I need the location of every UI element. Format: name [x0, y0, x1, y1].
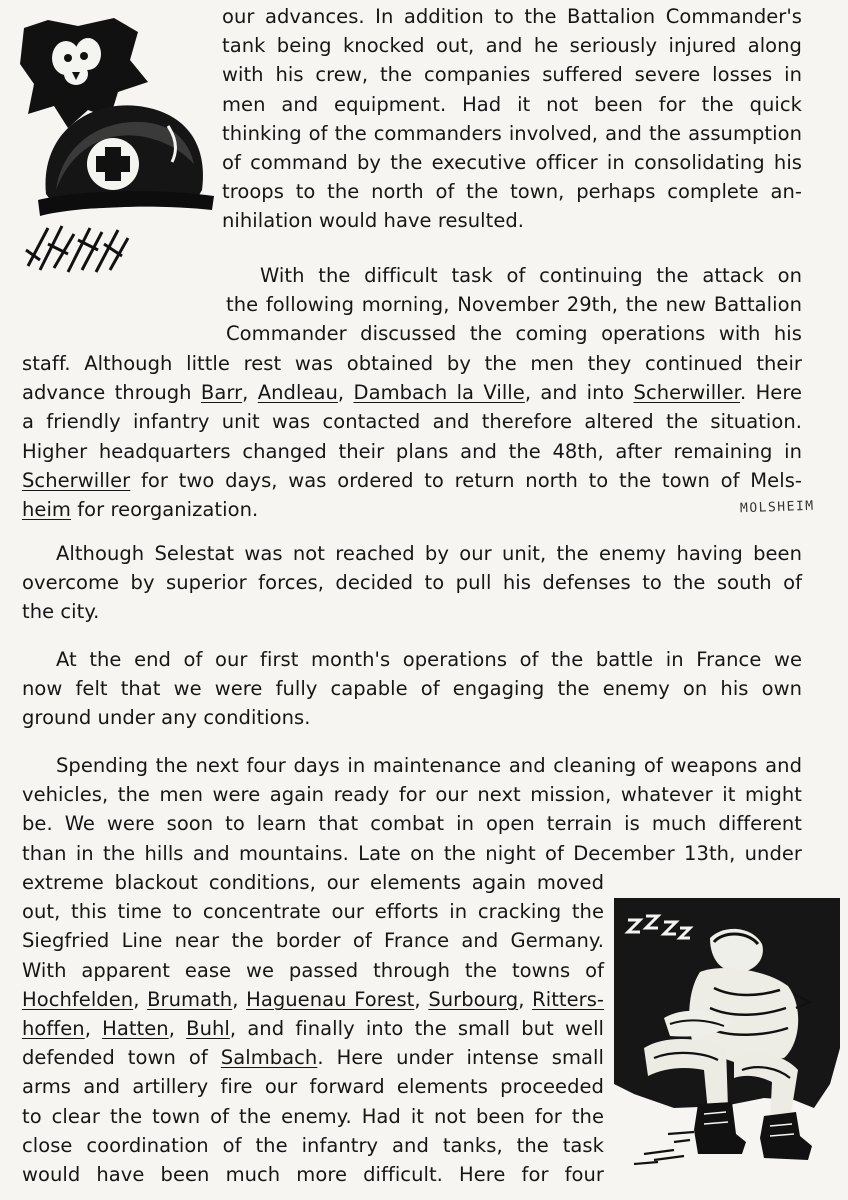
place-name: Hochfelden: [22, 987, 134, 1011]
paragraph-3: [22, 539, 802, 627]
text-line: ground under any conditions.: [22, 706, 311, 730]
text-line: [22, 1043, 604, 1072]
paragraph-5-bottom: [22, 868, 604, 1189]
text-run: ,: [242, 381, 258, 405]
text-line: nihilation would have resulted.: [222, 209, 525, 233]
place-name: Hatten: [102, 1017, 169, 1041]
text-line: Siegfried Line near the border of France and Germany.: [22, 929, 604, 953]
text-line: [22, 1014, 604, 1043]
text-line: [22, 495, 802, 524]
text-line: than in the hills and mountains. Late on the night of December 13th, under: [22, 841, 802, 865]
text-line: to clear the town of the enemy. Had it not been for the: [22, 1104, 604, 1128]
place-name: heim: [22, 498, 71, 522]
text-line: men and equipment. Had it not been for the quick: [222, 92, 802, 116]
text-run: , and into: [524, 381, 634, 405]
place-name: Scherwiller: [633, 381, 740, 405]
text-line: [22, 985, 604, 1014]
text-line: the following morning, November 29th, the new Battalion: [226, 293, 802, 317]
text-line: At the end of our first month's operations of the battle in France we: [56, 648, 802, 671]
place-name: Buhl: [186, 1017, 230, 1041]
text-line: extreme blackout conditions, our elements again moved: [22, 871, 604, 894]
place-name: Haguenau Forest: [246, 987, 415, 1011]
text-line: [22, 378, 802, 407]
text-run: advance through: [22, 381, 201, 405]
text-line: vehicles, the men were again ready for our next mission, whatever it might: [22, 783, 802, 807]
text-line: thinking of the commanders involved, and the assumption: [222, 121, 802, 145]
text-line: a friendly infantry unit was contacted and therefore altered the situation.: [22, 410, 802, 434]
text-line: With apparent ease we passed through the towns of: [22, 958, 604, 982]
text-run: ,: [518, 987, 533, 1011]
place-name: Brumath: [147, 987, 233, 1011]
text-run: . Here: [739, 381, 803, 405]
paragraph-5-top: [22, 751, 802, 868]
text-run: ,: [168, 1017, 187, 1041]
text-line: With the difficult task of continuing the attack on: [260, 264, 802, 287]
helmet-skull-illustration: [18, 14, 218, 284]
text-line: of command by the executive officer in consolidating his: [222, 151, 802, 175]
place-name: Ritters-: [532, 987, 604, 1011]
paragraph-2-top: [226, 261, 802, 349]
sleeping-soldier-illustration: [614, 898, 840, 1172]
text-run: . Here under intense small: [317, 1046, 604, 1070]
text-run: for reorganization.: [70, 498, 259, 522]
text-run: ,: [133, 987, 148, 1011]
text-run: ,: [84, 1017, 103, 1041]
text-line: tank being knocked out, and he seriously injured along: [222, 34, 802, 58]
text-line: close coordination of the infantry and tanks, the task: [22, 1133, 604, 1157]
text-line: arms and artillery fire our forward elements proceeded: [22, 1075, 604, 1099]
text-line: [22, 466, 802, 495]
handwritten-note: MOLSHEIM: [739, 498, 815, 517]
text-line: staff. Although little rest was obtained by the men they continued their: [22, 352, 802, 375]
paragraph-2-bottom: [22, 349, 802, 524]
text-run: defended town of: [22, 1046, 221, 1070]
text-line: would have been much more difficult. Here for four: [22, 1163, 604, 1187]
text-line: the city.: [22, 600, 100, 624]
paragraph-4: [22, 645, 802, 733]
text-run: ,: [337, 381, 354, 405]
text-run: for two days, was ordered to return north to the town of Mels-: [130, 468, 802, 492]
place-name: Scherwiller: [22, 468, 131, 492]
text-run: ,: [232, 987, 247, 1011]
text-run: , and finally into the small but well: [229, 1017, 605, 1041]
text-line: out, this time to concentrate our efforts in cracking the: [22, 900, 604, 924]
text-line: Commander discussed the coming operations with his: [226, 322, 802, 346]
place-name: Andleau: [257, 381, 338, 405]
paragraph-1: [222, 2, 802, 236]
text-line: our advances. In addition to the Battalion Commander's: [222, 5, 802, 28]
text-line: troops to the north of the town, perhaps complete an-: [222, 180, 802, 204]
text-line: be. We were soon to learn that combat in open terrain is much different: [22, 812, 802, 836]
place-name: hoffen: [22, 1017, 85, 1041]
text-run: ,: [414, 987, 429, 1011]
place-name: Surbourg: [428, 987, 519, 1011]
place-name: Barr: [200, 381, 243, 405]
text-line: Higher headquarters changed their plans and the 48th, after remaining in: [22, 439, 802, 463]
text-line: overcome by superior forces, decided to pull his defenses to the south of: [22, 571, 802, 595]
text-line: Spending the next four days in maintenance and cleaning of weapons and: [56, 754, 802, 777]
text-line: with his crew, the companies suffered severe losses in: [222, 63, 802, 87]
text-line: Although Selestat was not reached by our unit, the enemy having been: [56, 542, 802, 565]
place-name: Salmbach: [220, 1046, 318, 1070]
text-line: now felt that we were fully capable of engaging the enemy on his own: [22, 677, 802, 701]
place-name: Dambach la Ville: [353, 381, 525, 405]
